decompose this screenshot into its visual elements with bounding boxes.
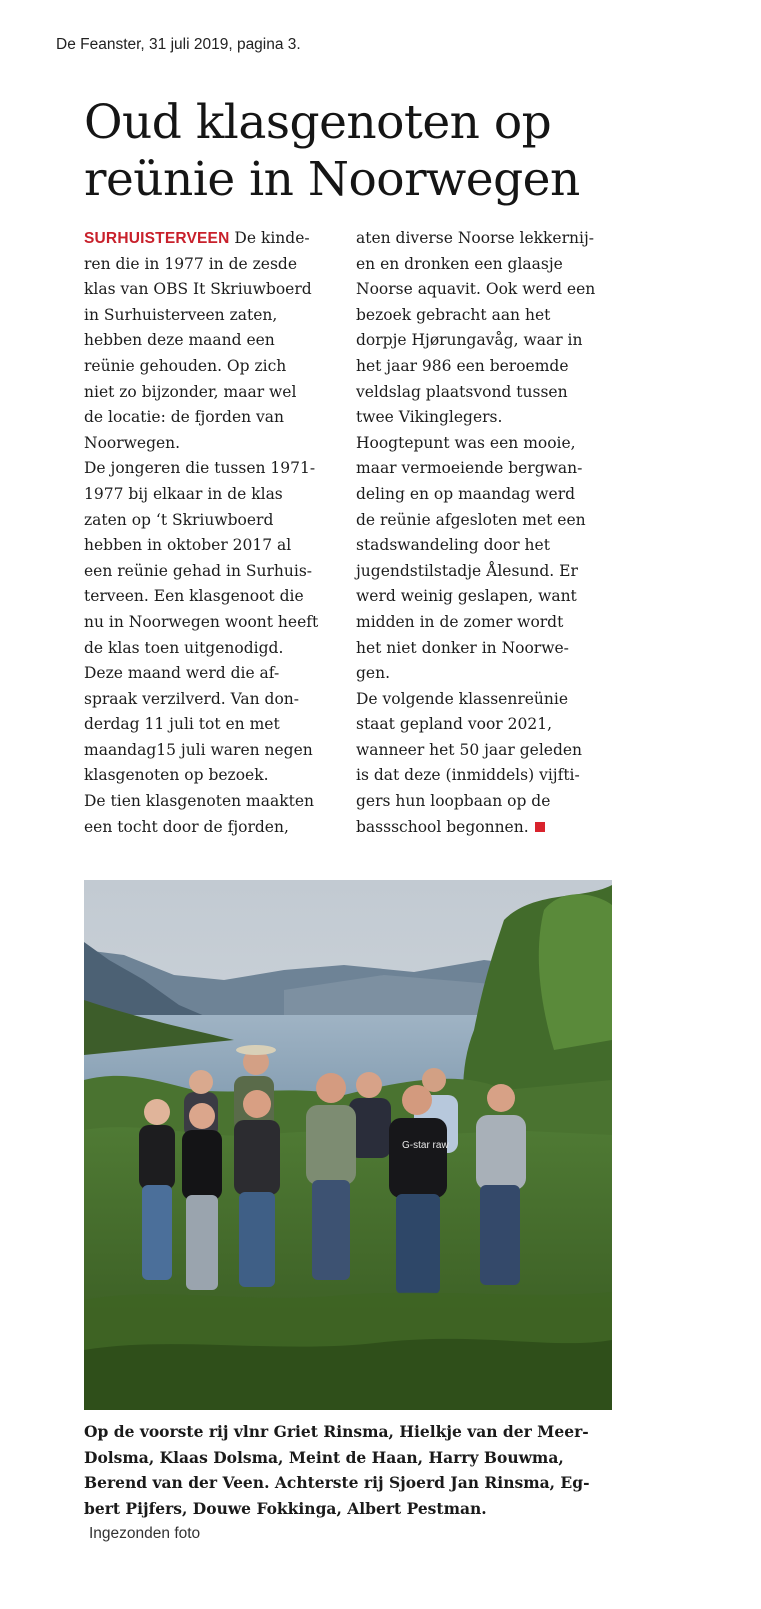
text-line: klas van OBS It Skriuwboerd	[84, 280, 312, 299]
text-line: 1977 bij elkaar in de klas	[84, 484, 283, 503]
text-line: De tien klasgenoten maakten	[84, 792, 315, 811]
photo-credit: Ingezonden foto	[89, 1525, 201, 1542]
text-line: de locatie: de fjorden van	[84, 408, 285, 427]
text-line: derdag 11 juli tot en met	[84, 715, 280, 734]
text-line: is dat deze (inmiddels) vijfti-	[356, 766, 580, 785]
text-line: de reünie afgesloten met een	[356, 510, 586, 529]
text-line: het niet donker in Noorwe-	[356, 638, 569, 657]
text-line: gen.	[356, 664, 391, 683]
text-line: hebben deze maand een	[84, 331, 275, 350]
text-line-final: bassschool begonnen.	[356, 817, 529, 836]
dateline: SURHUISTERVEEN	[84, 230, 230, 247]
text-line: niet zo bijzonder, maar wel	[84, 382, 297, 401]
text-line: Noorse aquavit. Ook werd een	[356, 280, 596, 299]
text-line: jugendstilstadje Ålesund. Er	[356, 561, 578, 580]
text-line: De jongeren die tussen 1971-	[84, 459, 316, 478]
text-line: veldslag plaatsvond tussen	[356, 382, 568, 401]
text-line: en en dronken een glaasje	[356, 254, 563, 273]
text-line: nu in Noorwegen woont heeft	[84, 612, 319, 631]
text-line-rest: De kinde-	[229, 229, 310, 247]
headline-line: Oud klasgenoten op	[84, 95, 552, 150]
caption-line: Op de voorste rij vlnr Griet Rinsma, Hielkje van der Meer-	[84, 1422, 589, 1441]
shirt-print: G-star raw	[402, 1140, 449, 1151]
text-line: gers hun loopbaan op de	[356, 792, 551, 811]
text-line: spraak verzilverd. Van don-	[84, 689, 300, 708]
text-line: maar vermoeiende bergwan-	[356, 459, 583, 478]
text-line: midden in de zomer wordt	[356, 612, 564, 631]
text-line	[356, 815, 616, 841]
text-line: wanneer het 50 jaar geleden	[356, 740, 583, 759]
caption-line: Dolsma, Klaas Dolsma, Meint de Haan, Harry Bouwma,	[84, 1447, 564, 1467]
text-line: werd weinig geslapen, want	[356, 587, 577, 606]
text-line: klasgenoten op bezoek.	[84, 766, 269, 785]
article-headline	[84, 94, 580, 208]
caption-line: bert Pijfers, Douwe Fokkinga, Albert Pestman.	[84, 1498, 487, 1518]
text-line: staat gepland voor 2021,	[356, 715, 552, 734]
text-line: in Surhuisterveen zaten,	[84, 305, 278, 324]
text-line: Deze maand werd die af-	[84, 664, 280, 683]
text-line: een tocht door de fjorden,	[84, 817, 289, 836]
photo-caption	[84, 1419, 590, 1521]
text-line	[84, 226, 342, 252]
source-line: De Feanster, 31 juli 2019, pagina 3.	[56, 36, 301, 53]
end-of-article-mark	[535, 822, 545, 832]
text-line: Noorwegen.	[84, 433, 181, 452]
text-line: hebben in oktober 2017 al	[84, 536, 292, 555]
text-line: twee Vikinglegers.	[356, 408, 503, 427]
text-line: aten diverse Noorse lekkernij-	[356, 229, 594, 247]
text-line: bezoek gebracht aan het	[356, 305, 551, 324]
article-column-right	[356, 226, 616, 840]
text-line: zaten op ‘t Skriuwboerd	[84, 510, 274, 529]
text-line: stadswandeling door het	[356, 536, 550, 555]
caption-line: Berend van der Veen. Achterste rij Sjoerd Jan Rinsma, Eg-	[84, 1473, 590, 1493]
text-line: een reünie gehad in Surhuis-	[84, 561, 313, 580]
text-line: deling en op maandag werd	[356, 484, 576, 503]
text-line: reünie gehouden. Op zich	[84, 356, 287, 375]
headline-line: reünie in Noorwegen	[84, 152, 580, 207]
text-line: Hoogtepunt was een mooie,	[356, 433, 576, 452]
text-line: De volgende klassenreünie	[356, 689, 569, 708]
text-line: ren die in 1977 in de zesde	[84, 254, 297, 273]
text-line: dorpje Hjørungavåg, waar in	[356, 331, 583, 350]
text-line: terveen. Een klasgenoot die	[84, 587, 304, 606]
text-line: het jaar 986 een beroemde	[356, 356, 569, 375]
group-photo	[84, 880, 612, 1410]
text-line: de klas toen uitgenodigd.	[84, 638, 284, 657]
text-line: maandag15 juli waren negen	[84, 740, 313, 759]
article-column-left	[84, 226, 342, 840]
